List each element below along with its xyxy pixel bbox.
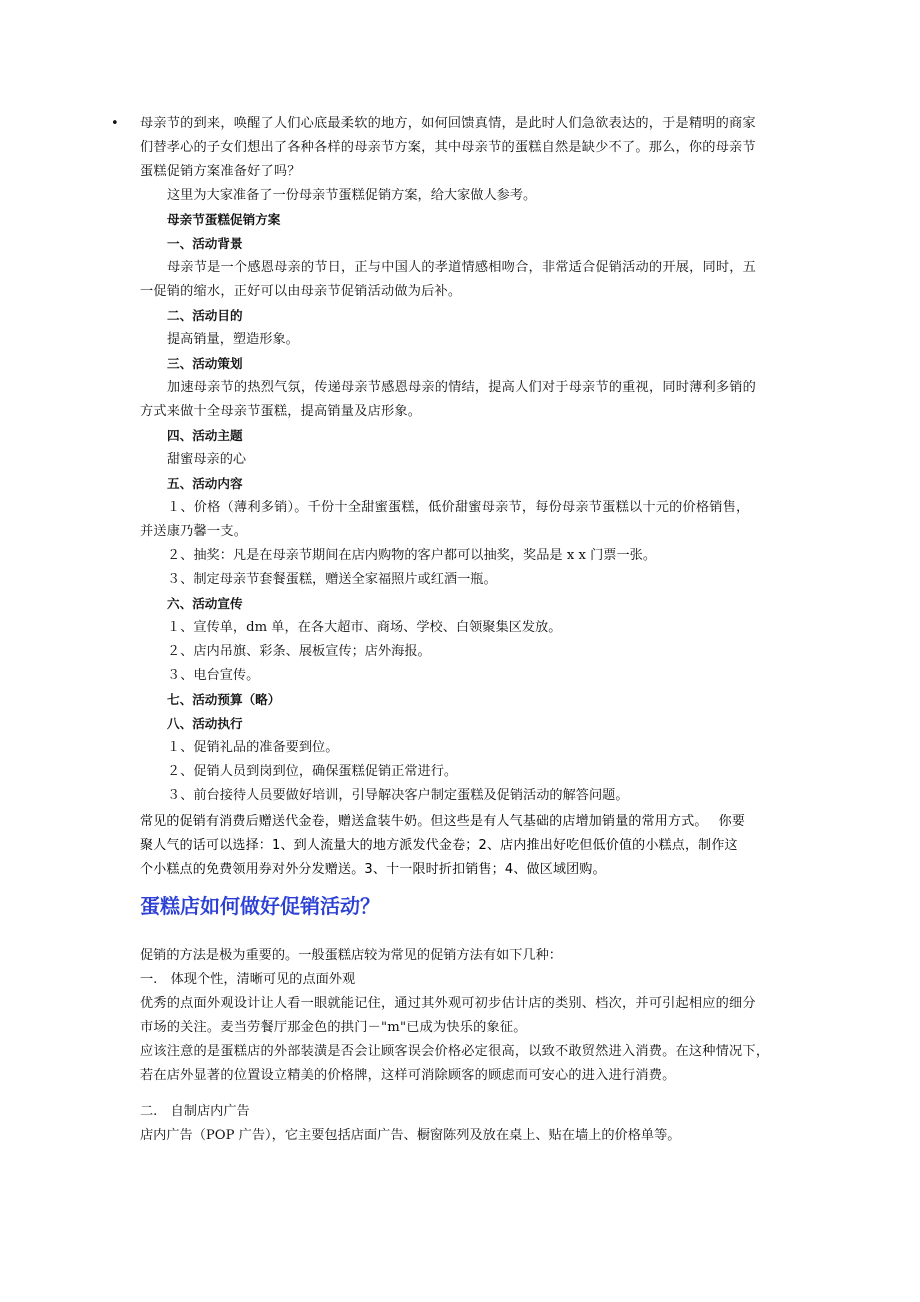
common-promotions-paragraph: 常见的促销有消费后赠送代金卷，赠送盒装牛奶。但这些是有人气基础的店增加销量的常用方式。 你要 聚人气的话可以选择：1、到人流量大的地方派发代金卷；2、店内推出好吃但低价值的小糕点，制作这 个小糕点的免费领用券对外分发赠送。3、十一限时折扣销售；4、做区域团购。	[140, 814, 746, 877]
article-point-title: 二. 自制店内广告	[140, 1104, 250, 1119]
intro-paragraph	[140, 112, 790, 184]
list-item: １、价格（薄利多销）。千份十全甜蜜蛋糕，低价甜蜜母亲节，每份母亲节蛋糕以十元的价格销售， 并送康乃馨一支。	[140, 500, 750, 539]
section-body: 甜蜜母亲的心	[167, 452, 247, 467]
article-intro: 促销的方法是极为重要的。一般蛋糕店较为常见的促销方法有如下几种：	[140, 948, 562, 963]
section-body: 加速母亲节的热烈气氛，传递母亲节感恩母亲的情结，提高人们对于母亲节的重视，同时薄利多销的 方式来做十全母亲节蛋糕，提高销量及店形象。	[140, 380, 757, 419]
article-title: 蛋糕店如何做好促销活动？	[140, 894, 380, 918]
section-body: 母亲节是一个感恩母亲的节日，正与中国人的孝道情感相吻合，非常适合促销活动的开展，同时，五 一促销的缩水，正好可以由母亲节促销活动做为后补。	[140, 260, 757, 299]
list-item: ２、店内吊旗、彩条、展板宣传；店外海报。	[167, 644, 431, 659]
intro-line: 母亲节的到来，唤醒了人们心底最柔软的地方，如何回馈真情，是此时人们急欲表达的，于是精明的商家	[140, 116, 756, 131]
section-heading: 三、活动策划	[167, 356, 243, 371]
intro-note: 这里为大家准备了一份母亲节蛋糕促销方案，给大家做人参考。	[167, 188, 537, 203]
section-heading: 七、活动预算（略）	[167, 692, 281, 707]
section-heading: 五、活动内容	[167, 476, 243, 491]
section-heading: 一、活动背景	[167, 236, 243, 251]
list-item: ３、电台宣传。	[167, 668, 260, 683]
list-item: ３、制定母亲节套餐蛋糕，赠送全家福照片或红酒一瓶。	[167, 572, 497, 587]
bullet-icon: •	[111, 116, 119, 131]
intro-line: 蛋糕促销方案准备好了吗？	[140, 164, 301, 179]
list-item: ２、促销人员到岗到位，确保蛋糕促销正常进行。	[167, 764, 458, 779]
section-heading: 八、活动执行	[167, 716, 243, 731]
article-point-title: 一. 体现个性，清晰可见的点面外观	[140, 972, 356, 987]
section-body: 提高销量，塑造形象。	[167, 332, 299, 347]
section-heading: 四、活动主题	[167, 428, 243, 443]
list-item: １、宣传单，dm 单，在各大超市、商场、学校、白领聚集区发放。	[167, 620, 562, 635]
section-heading: 六、活动宣传	[167, 596, 243, 611]
plan-title: 母亲节蛋糕促销方案	[167, 212, 281, 227]
intro-line: 们替孝心的子女们想出了各种各样的母亲节方案，其中母亲节的蛋糕自然是缺少不了。那么，你的母亲节	[140, 140, 756, 155]
section-heading: 二、活动目的	[167, 308, 243, 323]
list-item: ３、前台接待人员要做好培训，引导解决客户制定蛋糕及促销活动的解答问题。	[167, 788, 629, 803]
list-item: １、促销礼品的准备要到位。	[167, 740, 339, 755]
list-item: ２、抽奖：凡是在母亲节期间在店内购物的客户都可以抽奖，奖品是 x x 门票一张。	[167, 548, 657, 563]
article-point-body: 优秀的点面外观设计让人看一眼就能记住，通过其外观可初步估计店的类别、档次，并可引起相应的细分 市场的关注。麦当劳餐厅那金色的拱门－"m"已成为快乐的象征。 应该注意的是蛋糕店的外部装潢是否会让顾客误会价格必定很高，以致不敢贸然进入消费。在这种情况下， 若在店外显著的位置设立精美的价格牌，这样可消除顾客的顾虑而可安心的进入进行消费。	[140, 996, 770, 1083]
article-point-body: 店内广告（POP 广告），它主要包括店面广告、橱窗陈列及放在桌上、贴在墙上的价格单等。	[140, 1128, 681, 1143]
